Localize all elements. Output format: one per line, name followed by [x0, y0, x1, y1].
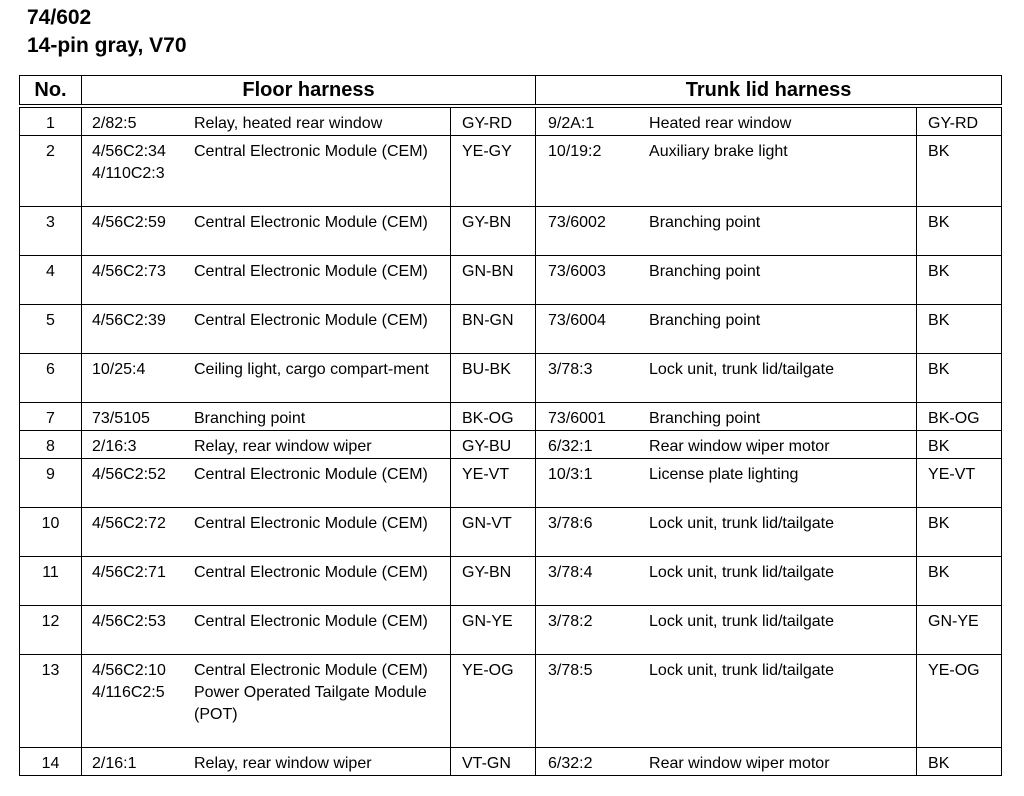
table-row: [20, 207, 1002, 256]
trunk-wire-color: [917, 207, 1002, 256]
table-row: [20, 106, 1002, 136]
trunk-connection: [536, 562, 916, 584]
trunk-wire-color-text: BK-OG: [928, 410, 980, 427]
floor-harness-cell: [82, 606, 451, 655]
table-row: [20, 508, 1002, 557]
floor-wire-color-text: VT-GN: [462, 755, 511, 772]
trunk-position: 3/78:6: [548, 515, 593, 532]
floor-connection: [82, 359, 450, 381]
floor-harness-cell: [82, 431, 451, 459]
trunk-position: 73/6001: [548, 410, 606, 427]
floor-wire-color: [451, 256, 536, 305]
trunk-description: License plate lighting: [649, 466, 799, 483]
trunk-harness-cell: [536, 256, 917, 305]
page-subtitle: 14-pin gray, V70: [27, 34, 187, 57]
floor-wire-color-text: BN-GN: [462, 312, 514, 329]
floor-harness-cell: [82, 403, 451, 431]
pin-number: [20, 136, 82, 207]
trunk-connection: [536, 513, 916, 535]
trunk-position: 10/3:1: [548, 466, 593, 483]
floor-wire-color: [451, 748, 536, 776]
trunk-wire-color-text: BK: [928, 143, 950, 160]
trunk-position: 3/78:3: [548, 361, 593, 378]
pin-number-text: 14: [41, 755, 60, 772]
trunk-description: Branching point: [649, 312, 761, 329]
floor-wire-color: [451, 354, 536, 403]
floor-description: Relay, rear window wiper: [194, 438, 372, 455]
floor-harness-cell: [82, 106, 451, 136]
floor-connection: [82, 436, 450, 458]
floor-description: Central Electronic Module (CEM): [194, 613, 428, 630]
floor-wire-color: [451, 508, 536, 557]
pin-number: [20, 748, 82, 776]
floor-harness-cell: [82, 557, 451, 606]
floor-wire-color-text: GN-YE: [462, 613, 513, 630]
floor-position: 4/116C2:5: [92, 684, 165, 701]
header-row: [20, 76, 1002, 107]
header-trunk-lid-harness: Trunk lid harness: [536, 76, 1002, 107]
pin-number-text: 13: [41, 662, 60, 679]
floor-description: Power Operated Tailgate Module (POT): [194, 684, 427, 723]
trunk-wire-color-text: BK: [928, 755, 950, 772]
floor-description: [194, 163, 450, 185]
floor-wire-color: [451, 557, 536, 606]
trunk-connection: [536, 660, 916, 682]
floor-wire-color-text: GY-RD: [462, 115, 513, 132]
pin-number: [20, 655, 82, 748]
trunk-wire-color-text: BK: [928, 312, 950, 329]
floor-wire-color: [451, 106, 536, 136]
trunk-position: 9/2A:1: [548, 115, 595, 132]
floor-connection: [82, 682, 450, 726]
floor-harness-cell: [82, 207, 451, 256]
floor-position: 4/56C2:71: [92, 564, 166, 581]
floor-description: Central Electronic Module (CEM): [194, 143, 428, 160]
trunk-wire-color: [917, 508, 1002, 557]
floor-description: Central Electronic Module (CEM): [194, 466, 428, 483]
trunk-harness-cell: [536, 136, 917, 207]
floor-wire-color: [451, 459, 536, 508]
pin-number-text: 4: [46, 263, 55, 280]
trunk-position: 73/6004: [548, 312, 606, 329]
floor-position: 4/56C2:52: [92, 466, 166, 483]
floor-connection: [82, 163, 450, 185]
floor-connection: [82, 562, 450, 584]
trunk-description: Lock unit, trunk lid/tailgate: [649, 662, 835, 679]
trunk-wire-color: [917, 106, 1002, 136]
floor-connection: [82, 212, 450, 234]
floor-description: Central Electronic Module (CEM): [194, 564, 428, 581]
floor-position: 4/56C2:10: [92, 662, 166, 679]
trunk-wire-color: [917, 655, 1002, 748]
trunk-harness-cell: [536, 606, 917, 655]
trunk-position: 6/32:1: [548, 438, 593, 455]
trunk-connection: [536, 464, 916, 486]
floor-description: Central Electronic Module (CEM): [194, 662, 428, 679]
pin-number: [20, 431, 82, 459]
trunk-position: 3/78:4: [548, 564, 593, 581]
floor-wire-color: [451, 431, 536, 459]
trunk-harness-cell: [536, 354, 917, 403]
trunk-connection: [536, 436, 916, 458]
pin-number-text: 10: [41, 515, 60, 532]
floor-connection: [82, 513, 450, 535]
floor-description: Central Electronic Module (CEM): [194, 263, 428, 280]
floor-connection: [82, 113, 450, 135]
trunk-wire-color-text: GY-RD: [928, 115, 979, 132]
trunk-connection: [536, 261, 916, 283]
floor-position: 73/5105: [92, 410, 150, 427]
trunk-description: Lock unit, trunk lid/tailgate: [649, 515, 835, 532]
trunk-wire-color: [917, 403, 1002, 431]
trunk-connection: [536, 113, 916, 135]
table-row: [20, 256, 1002, 305]
pin-number-text: 5: [46, 312, 55, 329]
trunk-harness-cell: [536, 431, 917, 459]
floor-wire-color-text: YE-GY: [462, 143, 512, 160]
floor-position: 4/56C2:59: [92, 214, 166, 231]
table-row: [20, 431, 1002, 459]
floor-connection: [82, 261, 450, 283]
table-row: [20, 748, 1002, 776]
floor-wire-color-text: YE-OG: [462, 662, 514, 679]
floor-wire-color-text: GY-BU: [462, 438, 512, 455]
trunk-wire-color-text: BK: [928, 361, 950, 378]
floor-wire-color-text: GY-BN: [462, 214, 512, 231]
floor-wire-color: [451, 136, 536, 207]
trunk-wire-color-text: BK: [928, 438, 950, 455]
floor-description: Central Electronic Module (CEM): [194, 214, 428, 231]
trunk-description: Lock unit, trunk lid/tailgate: [649, 564, 835, 581]
floor-position: 4/56C2:53: [92, 613, 166, 630]
floor-description: Ceiling light, cargo compart-ment: [194, 361, 429, 378]
floor-wire-color: [451, 655, 536, 748]
trunk-wire-color-text: BK: [928, 214, 950, 231]
trunk-wire-color: [917, 748, 1002, 776]
trunk-wire-color: [917, 256, 1002, 305]
floor-connection: [82, 660, 450, 682]
trunk-harness-cell: [536, 557, 917, 606]
trunk-description: Lock unit, trunk lid/tailgate: [649, 613, 835, 630]
pin-number-text: 6: [46, 361, 55, 378]
trunk-wire-color: [917, 459, 1002, 508]
trunk-position: 73/6003: [548, 263, 606, 280]
table-row: [20, 606, 1002, 655]
floor-harness-cell: [82, 748, 451, 776]
floor-position: 4/56C2:72: [92, 515, 166, 532]
table-row: [20, 354, 1002, 403]
floor-wire-color: [451, 606, 536, 655]
trunk-connection: [536, 310, 916, 332]
floor-harness-cell: [82, 136, 451, 207]
floor-harness-cell: [82, 305, 451, 354]
trunk-harness-cell: [536, 655, 917, 748]
pin-number: [20, 606, 82, 655]
trunk-description: Lock unit, trunk lid/tailgate: [649, 361, 835, 378]
floor-harness-cell: [82, 459, 451, 508]
trunk-wire-color-text: BK: [928, 564, 950, 581]
trunk-wire-color-text: YE-VT: [928, 466, 976, 483]
floor-wire-color: [451, 305, 536, 354]
trunk-description: Branching point: [649, 263, 761, 280]
floor-connection: [82, 141, 450, 163]
table-row: [20, 403, 1002, 431]
floor-position: 4/56C2:39: [92, 312, 166, 329]
floor-description: Central Electronic Module (CEM): [194, 515, 428, 532]
trunk-wire-color: [917, 557, 1002, 606]
trunk-wire-color: [917, 354, 1002, 403]
trunk-description: Heated rear window: [649, 115, 792, 132]
trunk-connection: [536, 753, 916, 775]
floor-connection: [82, 611, 450, 633]
pin-number: [20, 508, 82, 557]
trunk-position: 3/78:5: [548, 662, 593, 679]
trunk-harness-cell: [536, 106, 917, 136]
pin-number-text: 7: [46, 410, 55, 427]
trunk-position: 10/19:2: [548, 143, 602, 160]
floor-wire-color: [451, 207, 536, 256]
pin-number-text: 3: [46, 214, 55, 231]
floor-wire-color-text: GN-VT: [462, 515, 512, 532]
trunk-description: Rear window wiper motor: [649, 755, 830, 772]
page-title: 74/602: [27, 6, 92, 29]
floor-description: Central Electronic Module (CEM): [194, 312, 428, 329]
floor-description: Relay, rear window wiper: [194, 755, 372, 772]
floor-position: 10/25:4: [92, 361, 146, 378]
trunk-harness-cell: [536, 403, 917, 431]
table-row: [20, 305, 1002, 354]
trunk-wire-color: [917, 431, 1002, 459]
trunk-harness-cell: [536, 305, 917, 354]
floor-wire-color-text: BK-OG: [462, 410, 514, 427]
pin-number: [20, 354, 82, 403]
trunk-description: Branching point: [649, 214, 761, 231]
floor-position: 4/110C2:3: [92, 165, 165, 182]
floor-description: Relay, heated rear window: [194, 115, 383, 132]
pin-number: [20, 557, 82, 606]
floor-connection: [82, 310, 450, 332]
trunk-wire-color: [917, 606, 1002, 655]
floor-wire-color-text: GN-BN: [462, 263, 514, 280]
trunk-connection: [536, 611, 916, 633]
trunk-description: Branching point: [649, 410, 761, 427]
pin-number: [20, 207, 82, 256]
trunk-description: Rear window wiper motor: [649, 438, 830, 455]
trunk-wire-color: [917, 305, 1002, 354]
header-floor-harness: Floor harness: [82, 76, 536, 107]
pin-number: [20, 403, 82, 431]
trunk-description: Auxiliary brake light: [649, 143, 788, 160]
floor-connection: [82, 408, 450, 430]
floor-connection: [82, 753, 450, 775]
trunk-position: 6/32:2: [548, 755, 593, 772]
floor-position: 2/16:3: [92, 438, 137, 455]
floor-description: Branching point: [194, 410, 306, 427]
trunk-connection: [536, 141, 916, 163]
trunk-connection: [536, 408, 916, 430]
table-row: [20, 655, 1002, 748]
pin-number: [20, 256, 82, 305]
trunk-wire-color-text: YE-OG: [928, 662, 980, 679]
floor-position: 4/56C2:34: [92, 143, 166, 160]
floor-harness-cell: [82, 655, 451, 748]
trunk-wire-color-text: GN-YE: [928, 613, 979, 630]
pin-number-text: 12: [41, 613, 60, 630]
trunk-wire-color: [917, 136, 1002, 207]
connector-table: [19, 75, 1002, 776]
table-row: [20, 136, 1002, 207]
pin-number: [20, 305, 82, 354]
trunk-harness-cell: [536, 748, 917, 776]
pin-number-text: 11: [42, 564, 59, 581]
trunk-harness-cell: [536, 459, 917, 508]
floor-position: 4/56C2:73: [92, 263, 166, 280]
trunk-wire-color-text: BK: [928, 515, 950, 532]
pin-number: [20, 459, 82, 508]
floor-wire-color: [451, 403, 536, 431]
floor-harness-cell: [82, 354, 451, 403]
table-row: [20, 557, 1002, 606]
pin-number-text: 2: [46, 143, 55, 160]
pin-number-text: 8: [46, 438, 55, 455]
trunk-harness-cell: [536, 508, 917, 557]
trunk-position: 3/78:2: [548, 613, 593, 630]
floor-position: 2/82:5: [92, 115, 137, 132]
pin-number-text: 9: [46, 466, 55, 483]
floor-wire-color-text: GY-BN: [462, 564, 512, 581]
table-body: [20, 106, 1002, 776]
pin-number: [20, 106, 82, 136]
trunk-wire-color-text: BK: [928, 263, 950, 280]
trunk-position: 73/6002: [548, 214, 606, 231]
floor-position: 2/16:1: [92, 755, 137, 772]
trunk-connection: [536, 359, 916, 381]
trunk-harness-cell: [536, 207, 917, 256]
floor-harness-cell: [82, 508, 451, 557]
floor-connection: [82, 464, 450, 486]
pin-number-text: 1: [46, 115, 55, 132]
floor-wire-color-text: YE-VT: [462, 466, 510, 483]
header-no: No.: [20, 76, 82, 107]
table-row: [20, 459, 1002, 508]
trunk-connection: [536, 212, 916, 234]
floor-harness-cell: [82, 256, 451, 305]
floor-wire-color-text: BU-BK: [462, 361, 511, 378]
